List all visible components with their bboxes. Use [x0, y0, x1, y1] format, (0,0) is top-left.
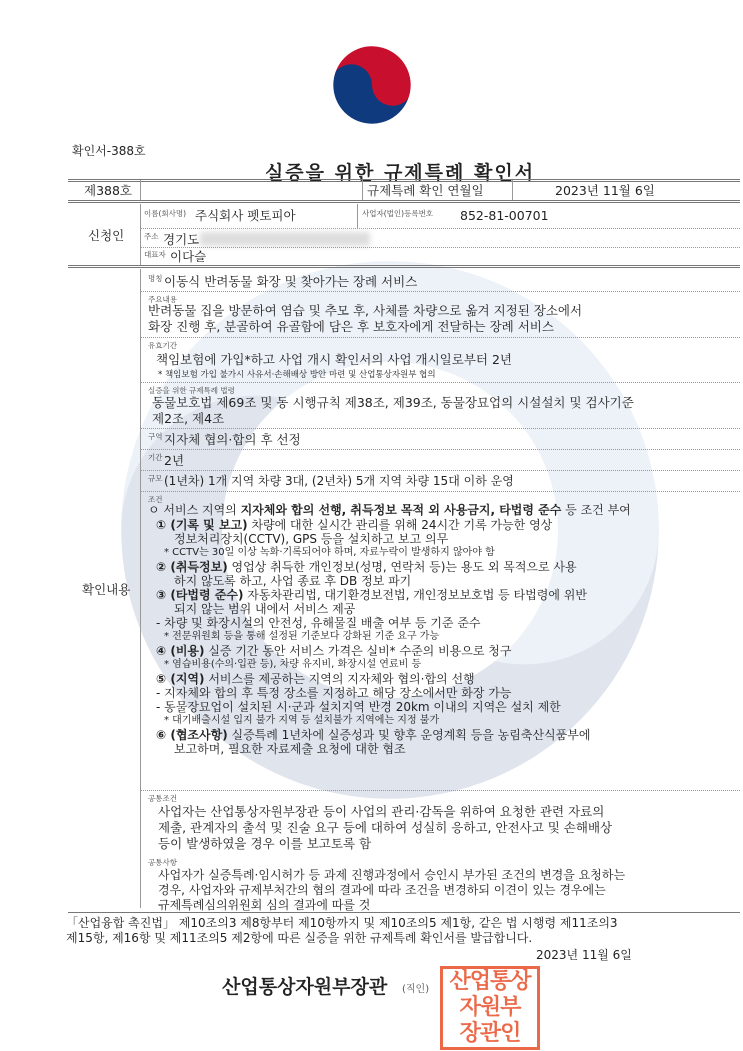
service-name-label: 명칭: [148, 274, 163, 283]
law-line: 제2조, 제4조: [152, 411, 225, 426]
condition-item: ① (기록 및 보고) 차량에 대한 실시간 관리를 위해 24시간 기록 가능한 영상: [156, 518, 553, 532]
scale-label: 규모: [148, 474, 163, 483]
confirmation-date: 2023년 11월 6일: [555, 183, 655, 198]
zone: 지자체 협의·합의 후 선정: [164, 432, 301, 447]
company-name: 주식회사 펫토피아: [195, 208, 296, 223]
seal-mark: (직인): [402, 984, 430, 995]
common-note-line: 사업자가 실증특례·임시허가 등 과제 진행과정에서 승인시 부가된 조건의 변경을 요청하는: [158, 868, 626, 882]
common-conditions-label: 공통조건: [148, 794, 177, 803]
common-condition-line: 사업자는 산업통상자원부장관 등이 사업의 관리·감독을 위하여 요청한 관련 자료의: [158, 804, 605, 819]
conditions-intro: ㅇ 서비스 지역의 지자체와 합의 선행, 취득정보 목적 외 사용금지, 타법령 준수 등 조건 부여: [148, 503, 631, 517]
name-label: 이름(회사명): [144, 209, 187, 218]
official-seal-stamp: 산업통상 자원부 장관인: [440, 966, 540, 1050]
condition-subitem: - 지자체와 합의 후 특정 장소를 지정하고 해당 장소에서만 화장 가능: [156, 686, 512, 700]
period-label: 기간: [148, 453, 163, 462]
footer-text-line: 「산업융합 촉진법」 제10조의3 제8항부터 제10항까지 및 제10조의5 제1항, 같은 법 시행령 제11조의3: [66, 916, 618, 930]
issuer-name: 산업통상자원부장관: [222, 976, 388, 998]
zone-label: 구역: [148, 432, 163, 441]
condition-item-cont: 보고하며, 필요한 자료제출 요청에 대한 협조: [174, 742, 406, 756]
common-condition-line: 제출, 관계자의 출석 및 진술 요구 등에 대하여 성실히 응하고, 안전사고 및 손해배상: [158, 820, 613, 835]
common-condition-line: 등이 발생하였을 경우 이를 보고토록 함: [158, 836, 372, 851]
redacted-address: [200, 232, 370, 246]
condition-note: * 전문위원회 등을 통해 설정된 기준보다 강화된 기준 요구 가능: [164, 631, 440, 642]
law-line: 동물보호법 제69조 및 동 시행규칙 제38조, 제39조, 동물장묘업의 시설설치 및 검사기준: [152, 395, 634, 410]
validity-label: 유효기간: [148, 341, 177, 350]
common-note-line: 경우, 사업자와 규제부처간의 협의 결과에 따라 조건을 변경하되 이견이 있는 경우에는: [158, 883, 606, 897]
period: 2년: [164, 453, 185, 468]
applicant-label: 신청인: [88, 228, 125, 243]
business-number: 852-81-00701: [460, 208, 549, 223]
issue-date: 2023년 11월 6일: [536, 948, 632, 962]
footer-text-line: 제15항, 제16항 및 제11조의5 제2항에 따른 실증을 위한 규제특례 확인서를 발급합니다.: [66, 931, 533, 945]
content-label: 확인내용: [82, 582, 131, 597]
condition-subitem: - 동물장묘업이 설치된 시·군과 설치지역 반경 20km 이내의 지역은 설치 제한: [156, 700, 561, 714]
condition-note: * 염습비용(수의·입관 등), 차량 유지비, 화장시설 연료비 등: [164, 659, 422, 670]
scale: (1년차) 1개 지역 차량 3대, (2년차) 5개 지역 차량 15대 이하 운영: [164, 474, 514, 488]
law-label: 실증을 위한 규제특례 법령: [148, 386, 235, 395]
date-label: 규제특례 확인 연월일: [367, 183, 484, 198]
conditions-label: 조건: [148, 495, 163, 504]
condition-item-cont: 하지 않도록 하고, 사업 종료 후 DB 정보 파기: [174, 574, 412, 588]
government-emblem-icon: [327, 40, 417, 130]
address: 경기도: [163, 232, 200, 247]
condition-item-cont: 되지 않는 범위 내에서 서비스 제공: [174, 602, 356, 616]
condition-item: ④ (비용) 실증 기간 동안 서비스 가격은 실비* 수준의 비용으로 청구: [156, 644, 512, 658]
condition-item: ⑥ (협조사항) 실증특례 1년차에 실증성과 및 향후 운영계획 등을 농림축산식품부에: [156, 728, 591, 742]
address-label: 주소: [144, 232, 159, 241]
summary-line: 반려동물 집을 방문하여 염습 및 추모 후, 사체를 차량으로 옮겨 지정된 장소에서: [148, 303, 583, 318]
certificate-number: 제388호: [84, 183, 133, 198]
summary-label: 주요내용: [148, 295, 177, 304]
validity: 책임보험에 가입*하고 사업 개시 확인서의 사업 개시일로부터 2년: [156, 352, 512, 367]
summary-line: 화장 진행 후, 분골하여 유골함에 담은 후 보호자에게 전달하는 장례 서비스: [148, 319, 554, 334]
condition-note: * CCTV는 30일 이상 녹화·기록되어야 하며, 자료누락이 발생하지 않아야 함: [164, 547, 495, 558]
common-note-line: 규제특례심의위원회 심의 결과에 따를 것: [158, 898, 371, 912]
condition-subitem: - 차량 및 화장시설의 안전성, 유해물질 배출 여부 등 기준 준수: [156, 616, 481, 630]
representative: 이다슬: [170, 249, 207, 264]
common-notes-label: 공통사항: [148, 858, 177, 867]
conditions-list: [156, 518, 736, 756]
bizno-label: 사업자(법인)등록번호: [362, 209, 434, 218]
page-title: 실증을 위한 규제특례 확인서: [264, 162, 536, 184]
condition-item: ③ (타법령 준수) 자동차관리법, 대기환경보전법, 개인정보보호법 등 타법령에 위반: [156, 588, 587, 602]
service-name: 이동식 반려동물 화장 및 찾아가는 장례 서비스: [164, 274, 418, 289]
condition-item: ⑤ (지역) 서비스를 제공하는 지역의 지자체와 협의·합의 선행: [156, 672, 475, 686]
condition-item-cont: 정보처리장치(CCTV), GPS 등을 설치하고 보고 의무: [174, 532, 449, 546]
condition-item: ② (취득정보) 영업상 취득한 개인정보(성명, 연락처 등)는 용도 외 목적으로 사용: [156, 560, 577, 574]
document-number: 확인서-388호: [72, 144, 146, 158]
rep-label: 대표자: [144, 250, 166, 259]
condition-note: * 대기배출시설 입지 불가 지역 등 설치불가 지역에는 지정 불가: [164, 715, 440, 726]
validity-note: * 책임보험 가입 불가시 사유서·손해배상 방안 마련 및 산업통상자원부 협의: [158, 370, 436, 380]
